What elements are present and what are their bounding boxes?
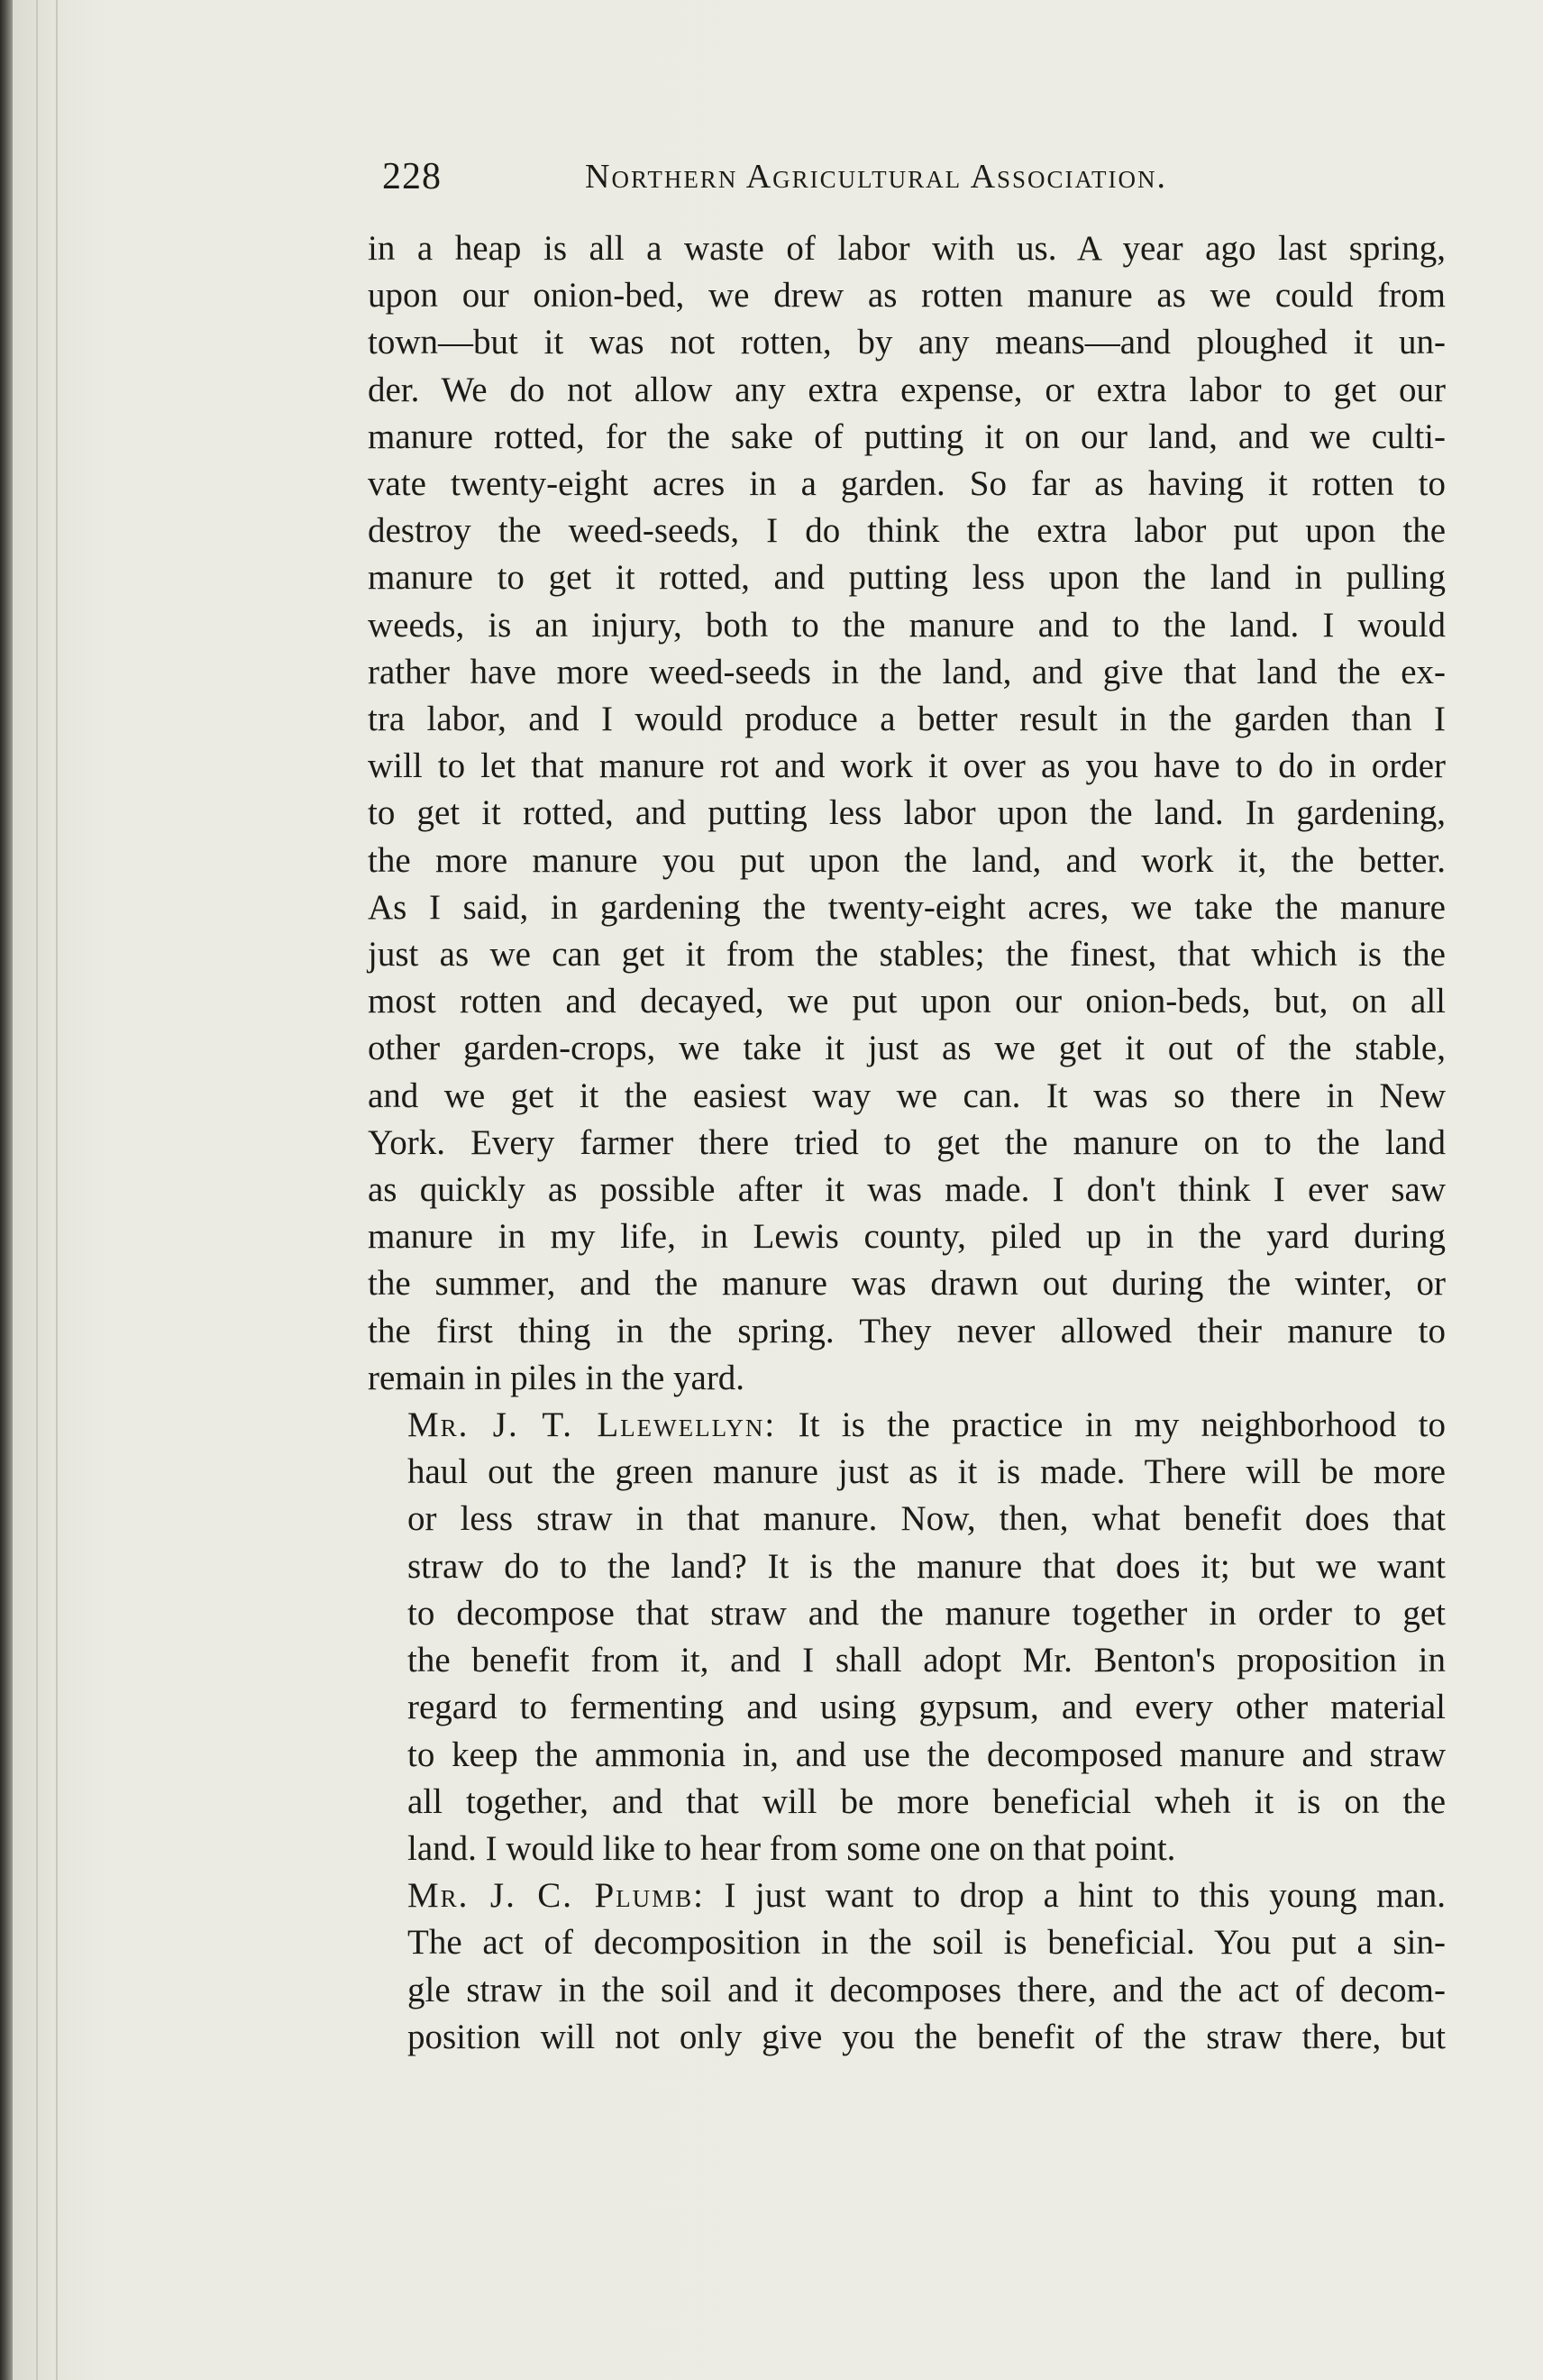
text-line [368,508,1446,554]
line-text: tra labor, and I would produce a better result in the garden than I [368,700,1446,739]
line-text: gle straw in the soil and it decomposes there, and the act of decom- [407,1970,1446,2009]
text-line [368,272,1446,319]
text-line [368,696,1446,743]
text-line [368,1779,1446,1826]
body-text [368,225,1446,2061]
text-line [368,1308,1446,1355]
line-text: position will not only give you the benefit of the straw there, but [407,2017,1446,2056]
line-text: I just want to drop a hint to this young man. [705,1876,1446,1916]
text-line [368,1637,1446,1684]
text-line [368,1402,1446,1449]
paragraph-1 [368,225,1446,1402]
text-line [368,884,1446,931]
line-text: the summer, and the manure was drawn out during the winter, or [368,1264,1446,1304]
line-text: to keep the ammonia in, and use the decomposed manure and straw [407,1735,1446,1774]
text-line [368,1684,1446,1731]
line-text: As I said, in gardening the twenty-eight acres, we take the manure [368,887,1446,927]
line-text: the benefit from it, and I shall adopt Mr. Benton's proposition in [407,1641,1446,1680]
line-text: and we get it the easiest way we can. It was so there in New [368,1076,1446,1115]
text-line [368,1025,1446,1072]
line-text: manure in my life, in Lewis county, piled up in the yard during [368,1217,1446,1257]
text-line [368,1496,1446,1542]
line-text: to decompose that straw and the manure together in order to get [407,1593,1446,1633]
line-text: the first thing in the spring. They never allowed their manure to [368,1311,1446,1350]
line-text: haul out the green manure just as it is made. There will be more [407,1452,1446,1492]
line-text: destroy the weed-seeds, I do think the extra labor put upon the [368,511,1446,551]
line-text: will to let that manure rot and work it over as you have to do in order [368,746,1446,786]
text-line [368,461,1446,508]
line-text: all together, and that will be more beneficial wheh it is on the [407,1781,1446,1821]
line-text: in a heap is all a waste of labor with us. A year ago last spring, [368,229,1446,268]
line-text: weeds, is an injury, both to the manure and to the land. I would [368,605,1446,645]
line-text: land. I would like to hear from some one on that point. [407,1828,1176,1868]
book-spine-edge [0,0,13,2380]
line-text: just as we can get it from the stables; the finest, that which is the [368,935,1446,975]
text-line [368,790,1446,837]
line-text: manure to get it rotted, and putting less upon the land in pulling [368,558,1446,598]
line-text: straw do to the land? It is the manure that does it; but we want [407,1546,1446,1586]
line-text: vate twenty-eight acres in a garden. So far as having it rotten to [368,464,1446,504]
text-line [368,554,1446,601]
speaker-name: Mr. J. C. Plumb: [407,1876,706,1916]
page-edge-line [56,0,58,2380]
text-line [368,649,1446,696]
text-line [368,1260,1446,1307]
text-line [368,319,1446,366]
text-line [368,414,1446,461]
page-title: Northern Agricultural Association. [585,158,1168,196]
text-line [368,225,1446,272]
text-line [368,931,1446,978]
text-line [368,1167,1446,1213]
text-line [368,1543,1446,1590]
text-line [368,1073,1446,1120]
line-text: remain in piles in the yard. [368,1358,745,1397]
text-line [368,1967,1446,2014]
line-text: as quickly as possible after it was made. I don't think I ever saw [368,1170,1446,1210]
text-line [368,1120,1446,1167]
line-text: the more manure you put upon the land, and work it, the better. [368,840,1446,880]
line-text: to get it rotted, and putting less labor upon the land. In gardening, [368,793,1446,833]
page-number: 228 [382,156,442,197]
line-text: The act of decomposition in the soil is beneficial. You put a sin- [407,1923,1446,1963]
line-text: other garden-crops, we take it just as we get it out of the stable, [368,1029,1446,1068]
text-line [368,1872,1446,1919]
line-text: town—but it was not rotten, by any means—and ploughed it un- [368,323,1446,362]
line-text: It is the practice in my neighborhood to [776,1405,1446,1445]
text-line [368,1826,1446,1872]
text-line [368,1449,1446,1496]
text-line [368,1732,1446,1779]
text-line [368,1355,1446,1402]
text-line [368,1590,1446,1637]
text-line [368,1919,1446,1966]
line-text: manure rotted, for the sake of putting it on our land, and we culti- [368,416,1446,456]
text-line [368,602,1446,649]
text-line [368,978,1446,1025]
text-line [368,838,1446,884]
text-line [368,367,1446,414]
speaker-name: Mr. J. T. Llewellyn: [407,1405,777,1445]
text-line [368,2014,1446,2061]
line-text: upon our onion-bed, we drew as rotten manure as we could from [368,276,1446,316]
line-text: York. Every farmer there tried to get the manure on to the land [368,1122,1446,1162]
paragraph-2 [368,1402,1446,1872]
page-edge-line [36,0,38,2380]
paragraph-3 [368,1872,1446,2061]
line-text: der. We do not allow any extra expense, or extra labor to get our [368,370,1446,409]
line-text: regard to fermenting and using gypsum, and every other material [407,1688,1446,1727]
text-line [368,743,1446,790]
line-text: or less straw in that manure. Now, then, what benefit does that [407,1499,1446,1539]
line-text: most rotten and decayed, we put upon our onion-beds, but, on all [368,982,1446,1021]
line-text: rather have more weed-seeds in the land, and give that land the ex- [368,652,1446,691]
running-head [382,155,1442,209]
text-line [368,1213,1446,1260]
